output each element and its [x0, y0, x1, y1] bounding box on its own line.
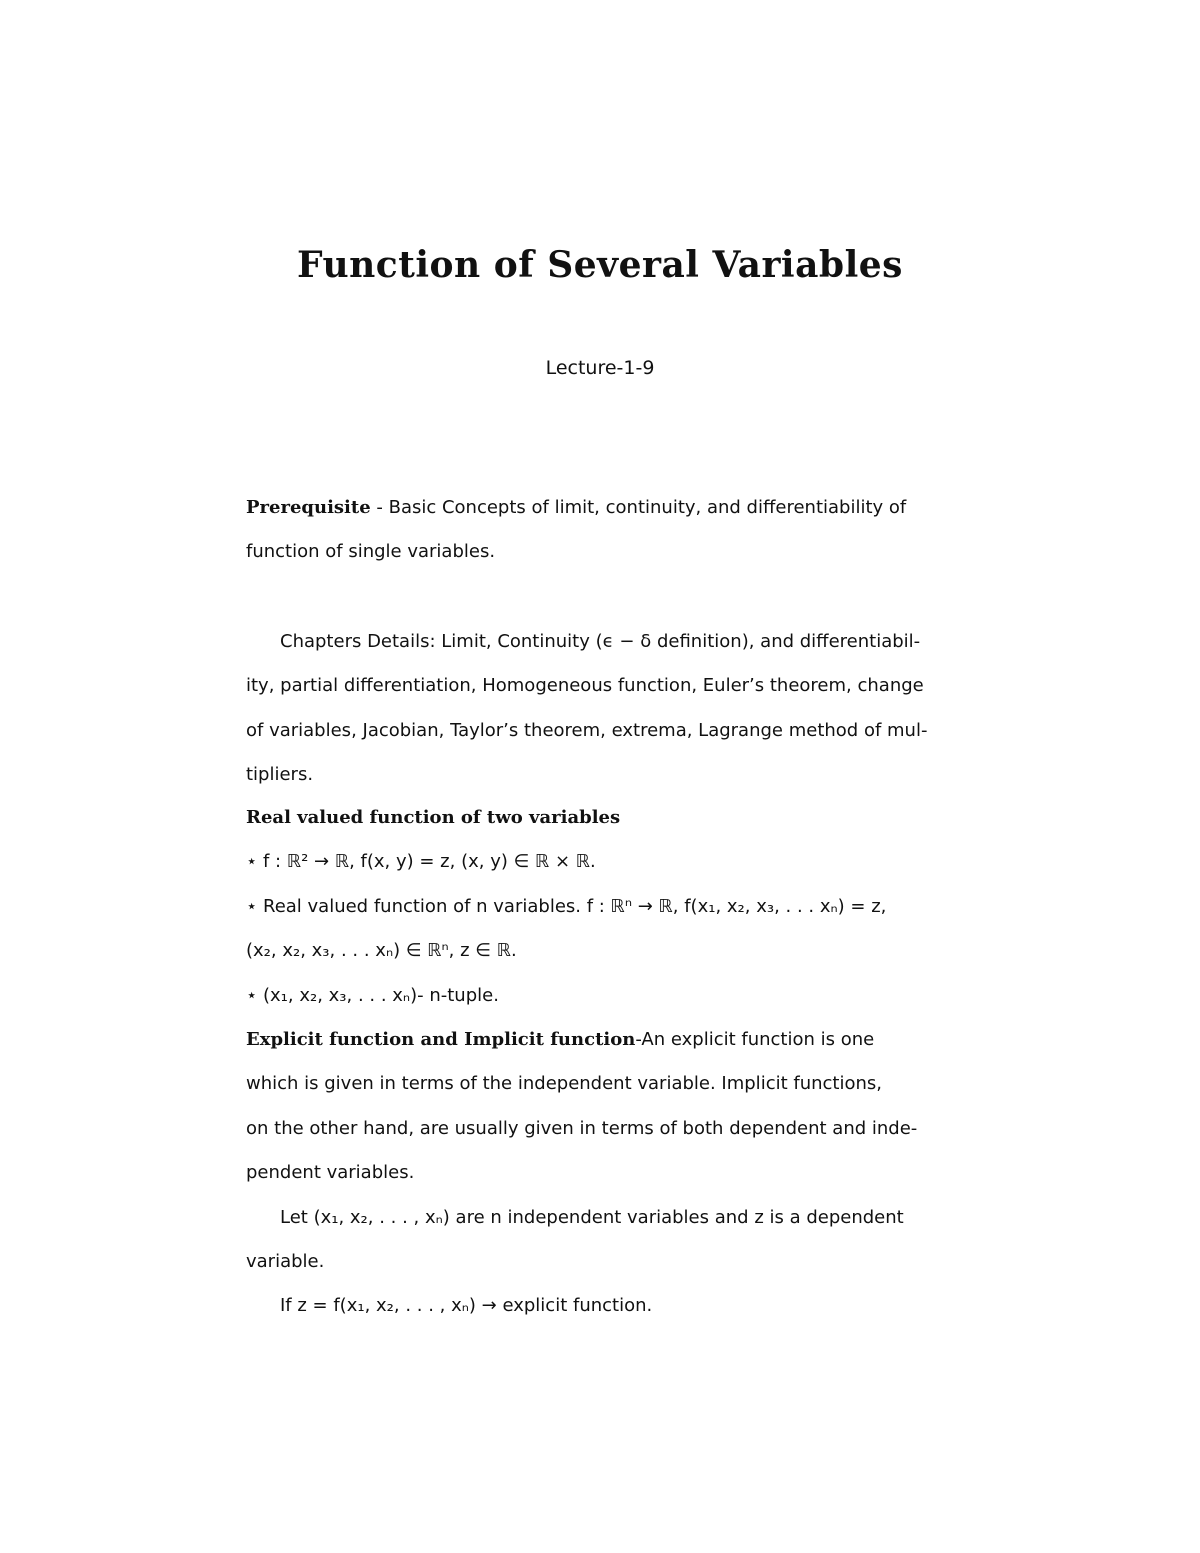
explicit-implicit-line-1	[246, 1018, 950, 1062]
chapters-line-2: ity, partial differentiation, Homogeneous function, Euler’s theorem, change	[246, 675, 924, 697]
real-valued-bullet-2-line-1: ⋆ Real valued function of n variables. f : ℝⁿ → ℝ, f(x₁, x₂, x₃, . . . xₙ) = z,	[246, 895, 887, 917]
prerequisite-line-2: function of single variables.	[246, 541, 496, 563]
if-paragraph	[246, 1284, 950, 1328]
prerequisite-text: - Basic Concepts of limit, continuity, and differentiability of	[370, 497, 907, 518]
prerequisite-line-1	[246, 486, 950, 530]
if-line-1: If z = f(x₁, x₂, . . . , xₙ) → explicit function.	[280, 1295, 653, 1316]
chapters-paragraph	[246, 620, 950, 798]
document-title: Function of Several Variables	[297, 244, 903, 286]
prerequisite-paragraph	[246, 486, 950, 575]
chapters-line-4: tipliers.	[246, 764, 314, 786]
real-valued-bullet-3: ⋆ (x₁, x₂, x₃, . . . xₙ)- n-tuple.	[246, 984, 499, 1006]
real-valued-heading: Real valued function of two variables	[246, 807, 621, 828]
explicit-implicit-line-4: pendent variables.	[246, 1162, 415, 1184]
explicit-implicit-heading: Explicit function and Implicit function	[246, 1029, 636, 1050]
let-paragraph	[246, 1196, 950, 1285]
explicit-implicit-line-3: on the other hand, are usually given in terms of both dependent and inde-	[246, 1117, 918, 1139]
explicit-implicit-text: -An explicit function is one	[635, 1029, 875, 1050]
lecture-subtitle: Lecture-1-9	[545, 357, 655, 379]
explicit-implicit-line-2: which is given in terms of the independent variable. Implicit functions,	[246, 1073, 882, 1095]
explicit-implicit-paragraph	[246, 1018, 950, 1196]
prerequisite-label: Prerequisite	[246, 497, 371, 518]
chapters-line-3: of variables, Jacobian, Taylor’s theorem, extrema, Lagrange method of mul-	[246, 719, 928, 741]
chapters-line-1: Chapters Details: Limit, Continuity (ϵ − δ definition), and differentiabil-	[280, 631, 921, 652]
let-line-1: Let (x₁, x₂, . . . , xₙ) are n independent variables and z is a dependent	[280, 1207, 904, 1228]
real-valued-bullet-2-line-2: (x₂, x₂, x₃, . . . xₙ) ∈ ℝⁿ, z ∈ ℝ.	[246, 940, 517, 962]
real-valued-section	[246, 796, 950, 1018]
real-valued-bullet-1: ⋆ f : ℝ² → ℝ, f(x, y) = z, (x, y) ∈ ℝ × ℝ.	[246, 851, 596, 873]
let-line-2: variable.	[246, 1251, 325, 1273]
